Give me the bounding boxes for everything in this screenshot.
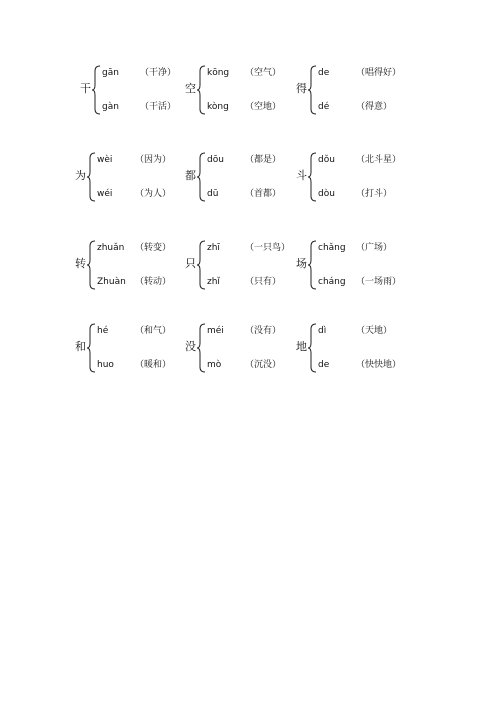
example-word: （唱得好） xyxy=(356,68,402,78)
pinyin: gān xyxy=(102,68,119,78)
pinyin: de xyxy=(318,360,330,370)
example-word: （一场雨） xyxy=(356,277,402,287)
example-word: （一只鸟） xyxy=(245,243,291,253)
example-word: （干活） xyxy=(140,102,177,112)
example-word: （干净） xyxy=(140,68,177,78)
reading-2 xyxy=(97,186,171,199)
example-word: （和气） xyxy=(135,326,172,336)
entry-char: 为 xyxy=(75,169,86,182)
pinyin: dòu xyxy=(318,189,335,199)
reading-2 xyxy=(318,274,401,287)
reading-1 xyxy=(207,323,281,336)
brace-icon xyxy=(307,152,317,202)
entry-wei xyxy=(75,152,195,202)
entry-dou xyxy=(185,152,305,202)
brace-icon xyxy=(86,323,96,373)
reading-2 xyxy=(318,357,401,370)
brace-icon xyxy=(196,240,206,290)
pinyin: wéi xyxy=(97,189,113,199)
pinyin: hé xyxy=(97,326,109,336)
brace-icon xyxy=(196,152,206,202)
entry-char: 场 xyxy=(296,257,307,270)
reading-1 xyxy=(318,152,401,165)
example-word: （暖和） xyxy=(135,360,172,370)
pinyin: méi xyxy=(207,326,224,336)
example-word: （空地） xyxy=(245,102,282,112)
entry-mei xyxy=(185,323,305,373)
entry-char: 没 xyxy=(185,340,196,353)
pinyin: dōu xyxy=(207,155,224,165)
example-word: （首都） xyxy=(245,189,282,199)
example-word: （转动） xyxy=(135,277,172,287)
entry-zhuan xyxy=(75,240,195,290)
entry-char: 地 xyxy=(296,340,307,353)
entry-char: 空 xyxy=(185,82,196,95)
pinyin: wèi xyxy=(97,155,113,165)
example-word: （空气） xyxy=(245,68,282,78)
example-word: （转变） xyxy=(135,243,172,253)
brace-icon xyxy=(91,65,101,115)
pinyin: zhuǎn xyxy=(97,243,125,253)
pinyin: dū xyxy=(207,189,219,199)
pinyin: mò xyxy=(207,360,222,370)
brace-icon xyxy=(196,323,206,373)
pinyin: cháng xyxy=(318,277,346,287)
brace-icon xyxy=(86,240,96,290)
entry-char: 转 xyxy=(75,257,86,270)
example-word: （天地） xyxy=(356,326,393,336)
reading-2 xyxy=(318,186,392,199)
reading-2 xyxy=(207,99,281,112)
example-word: （都是） xyxy=(245,155,282,165)
pinyin: de xyxy=(318,68,330,78)
brace-icon xyxy=(307,240,317,290)
reading-1 xyxy=(207,152,281,165)
reading-1 xyxy=(207,240,290,253)
entry-char: 干 xyxy=(80,82,91,95)
entry-kong xyxy=(185,65,305,115)
reading-2 xyxy=(102,99,176,112)
entry-zhi xyxy=(185,240,305,290)
reading-1 xyxy=(318,240,392,253)
entry-char: 都 xyxy=(185,169,196,182)
brace-icon xyxy=(196,65,206,115)
entry-char: 斗 xyxy=(296,169,307,182)
pinyin: gàn xyxy=(102,102,119,112)
entry-char: 和 xyxy=(75,340,86,353)
entry-de xyxy=(296,65,416,115)
reading-1 xyxy=(207,65,281,78)
entry-chang xyxy=(296,240,416,290)
reading-1 xyxy=(102,65,176,78)
reading-1 xyxy=(97,152,171,165)
pinyin: zhǐ xyxy=(207,277,220,287)
example-word: （为人） xyxy=(135,189,172,199)
entry-char: 只 xyxy=(185,257,196,270)
pinyin: Zhuàn xyxy=(97,277,126,287)
entry-dou-dipper xyxy=(296,152,416,202)
example-word: （因为） xyxy=(135,155,172,165)
pinyin: chǎng xyxy=(318,243,346,253)
example-word: （没有） xyxy=(245,326,282,336)
reading-2 xyxy=(97,357,171,370)
entry-he xyxy=(75,323,195,373)
pinyin: zhī xyxy=(207,243,220,253)
example-word: （只有） xyxy=(245,277,282,287)
reading-1 xyxy=(318,323,392,336)
pinyin: huo xyxy=(97,360,114,370)
example-word: （打斗） xyxy=(356,189,393,199)
example-word: （沉没） xyxy=(245,360,282,370)
entry-char: 得 xyxy=(296,82,307,95)
example-word: （快快地） xyxy=(356,360,402,370)
brace-icon xyxy=(307,323,317,373)
entry-gan xyxy=(80,65,200,115)
reading-2 xyxy=(207,357,281,370)
reading-1 xyxy=(318,65,401,78)
pinyin: dǒu xyxy=(318,155,335,165)
pinyin: dé xyxy=(318,102,330,112)
pinyin: kòng xyxy=(207,102,229,112)
reading-1 xyxy=(97,323,171,336)
brace-icon xyxy=(86,152,96,202)
reading-2 xyxy=(207,274,281,287)
reading-2 xyxy=(318,99,392,112)
example-word: （得意） xyxy=(356,102,393,112)
pinyin: kōng xyxy=(207,68,230,78)
reading-2 xyxy=(207,186,281,199)
reading-2 xyxy=(97,274,171,287)
reading-1 xyxy=(97,240,171,253)
pinyin: dì xyxy=(318,326,327,336)
example-word: （北斗星） xyxy=(356,155,402,165)
brace-icon xyxy=(307,65,317,115)
entry-di xyxy=(296,323,416,373)
example-word: （广场） xyxy=(356,243,393,253)
